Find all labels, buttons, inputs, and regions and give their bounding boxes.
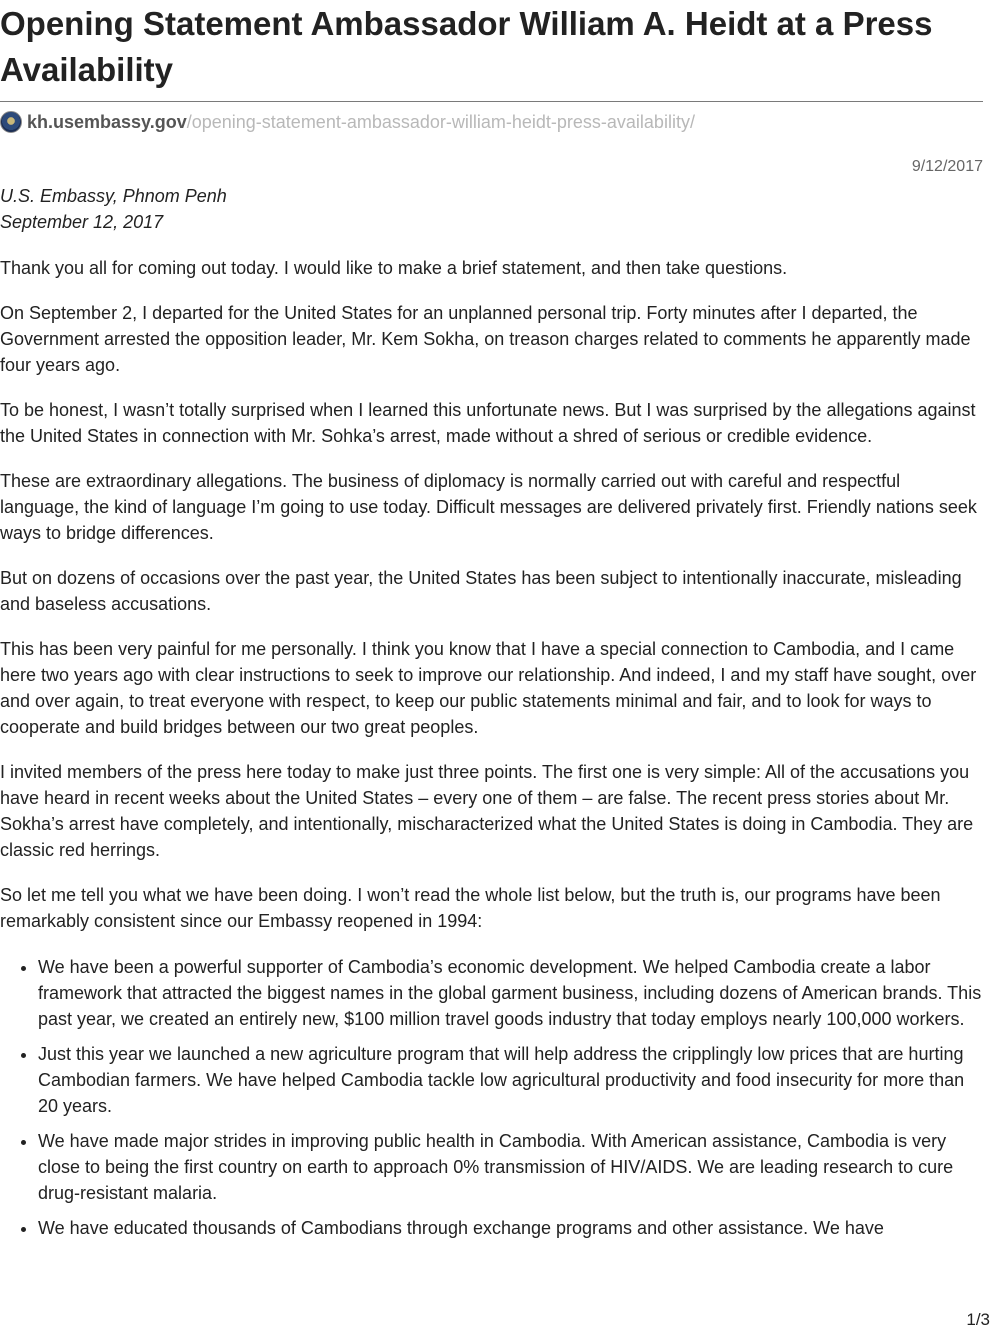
article-date: 9/12/2017 (911, 158, 983, 175)
list-item: • We have made major strides in improving public health in Cambodia. With American assistance, Cambodia is very close to being the first country on earth to approach 0% transmission of HIV/AIDS. We are leading research to cure drug-resistant malaria. (38, 1128, 983, 1206)
paragraph: These are extraordinary allegations. The business of diplomacy is normally carried out with careful and respectful language, the kind of language I’m going to use today. Difficult messages are delivered privately first. Friendly nations seek ways to bridge differences. (0, 471, 977, 543)
dateline-location: U.S. Embassy, Phnom Penh (0, 186, 227, 206)
source-url[interactable] (0, 110, 983, 134)
us-embassy-seal-icon (0, 111, 22, 133)
article-body (0, 183, 983, 1241)
paragraph: To be honest, I wasn’t totally surprised when I learned this unfortunate news. But I was surprised by the allegations against the United States in connection with Mr. Sohka’s arrest, made without a shred of serious or credible evidence. (0, 400, 976, 446)
paragraph: So let me tell you what we have been doing. I won’t read the whole list below, but the truth is, our programs have been remarkably consistent since our Embassy reopened in 1994: (0, 885, 941, 931)
paragraph: On September 2, I departed for the United States for an unplanned personal trip. Forty minutes after I departed, the Government arrested the opposition leader, Mr. Kem Sokha, on treason charges related to comments he apparently made four years ago. (0, 303, 971, 375)
page-indicator: 1/3 (966, 1310, 990, 1329)
source-domain[interactable]: kh.usembassy.gov (27, 112, 187, 132)
program-list (0, 954, 983, 1241)
paragraph: But on dozens of occasions over the past year, the United States has been subject to intentionally inaccurate, misleading and baseless accusations. (0, 568, 962, 614)
list-item: • Just this year we launched a new agriculture program that will help address the cripplingly low prices that are hurting Cambodian farmers. We have helped Cambodia tackle low agricultural productivity and food insecurity for more than 20 years. (38, 1041, 983, 1119)
article-title: Opening Statement Ambassador William A. Heidt at a Press Availability (0, 1, 983, 102)
dateline-date: September 12, 2017 (0, 212, 164, 232)
paragraph: This has been very painful for me personally. I think you know that I have a special connection to Cambodia, and I came here two years ago with clear instructions to seek to improve our relationship. And indeed, I and my staff have sought, over and over again, to treat everyone with respect, to keep our public statements minimal and fair, and to look for ways to cooperate and build bridges between our two great peoples. (0, 639, 977, 737)
source-path[interactable]: /opening-statement-ambassador-william-heidt-press-availability/ (186, 112, 695, 132)
paragraph: Thank you all for coming out today. I would like to make a brief statement, and then take questions. (0, 258, 788, 278)
dateline (0, 183, 983, 235)
list-item: • We have educated thousands of Cambodians through exchange programs and other assistance. We have (38, 1215, 983, 1241)
paragraph: I invited members of the press here today to make just three points. The first one is very simple: All of the accusations you have heard in recent weeks about the United States – every one of them – are false. The recent press stories about Mr. Sokha’s arrest have completely, and intentionally, mischaracterized what the United States is doing in Cambodia. They are classic red herrings. (0, 762, 974, 860)
list-item: • We have been a powerful supporter of Cambodia’s economic development. We helped Cambodia create a labor framework that attracted the biggest names in the global garment business, including dozens of American brands. This past year, we created an entirely new, $100 million travel goods industry that today employs nearly 100,000 workers. (38, 954, 983, 1032)
